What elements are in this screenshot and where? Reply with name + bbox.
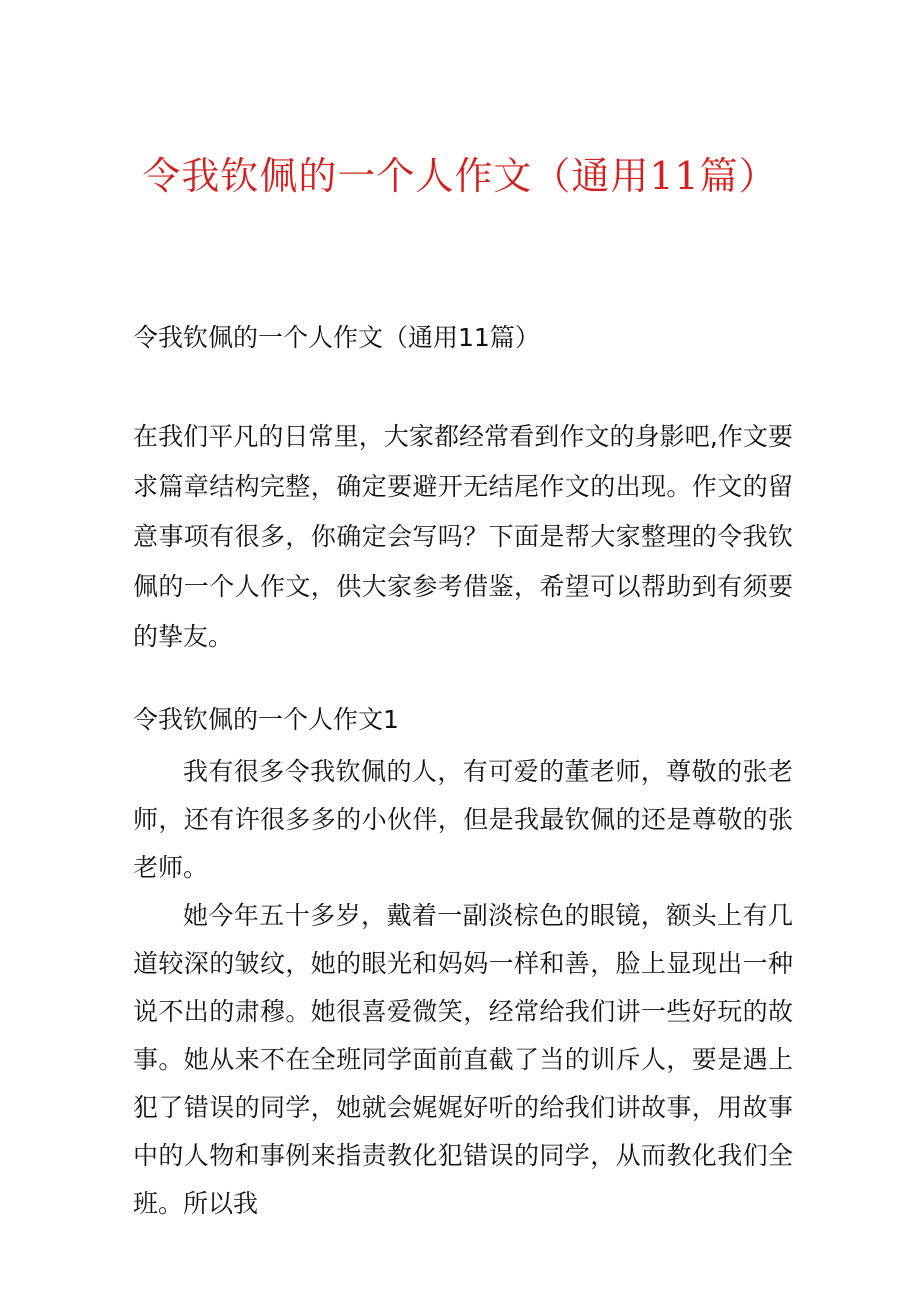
document-subtitle: 令我钦佩的一个人作文（通用11篇） [133,323,540,352]
article-body [133,748,793,1228]
article-paragraph: 我有很多令我钦佩的人，有可爱的董老师，尊敬的张老师，还有许很多多的小伙伴，但是我最钦佩的还是尊敬的张老师。 [133,757,793,882]
section-heading: 令我钦佩的一个人作文1 [133,705,399,734]
document-title: 令我钦佩的一个人作文（通用11篇） [142,154,778,198]
article-paragraph: 她今年五十多岁，戴着一副淡棕色的眼镜，额头上有几道较深的皱纹，她的眼光和妈妈一样和善，脸上显现出一种说不出的肃穆。她很喜爱微笑，经常给我们讲一些好玩的故事。她从来不在全班同学面前直截了当的训斥人，要是遇上犯了错误的同学，她就会娓娓好听的给我们讲故事，用故事中的人物和事例来指责教化犯错误的同学，从而教化我们全班。所以我 [133,901,793,1218]
intro-paragraph: 在我们平凡的日常里，大家都经常看到作文的身影吧,作文要求篇章结构完整，确定要避开无结尾作文的出现。作文的留意事项有很多，你确定会写吗？下面是帮大家整理的令我钦佩的一个人作文，供大家参考借鉴，希望可以帮助到有须要的挚友。 [133,422,793,651]
